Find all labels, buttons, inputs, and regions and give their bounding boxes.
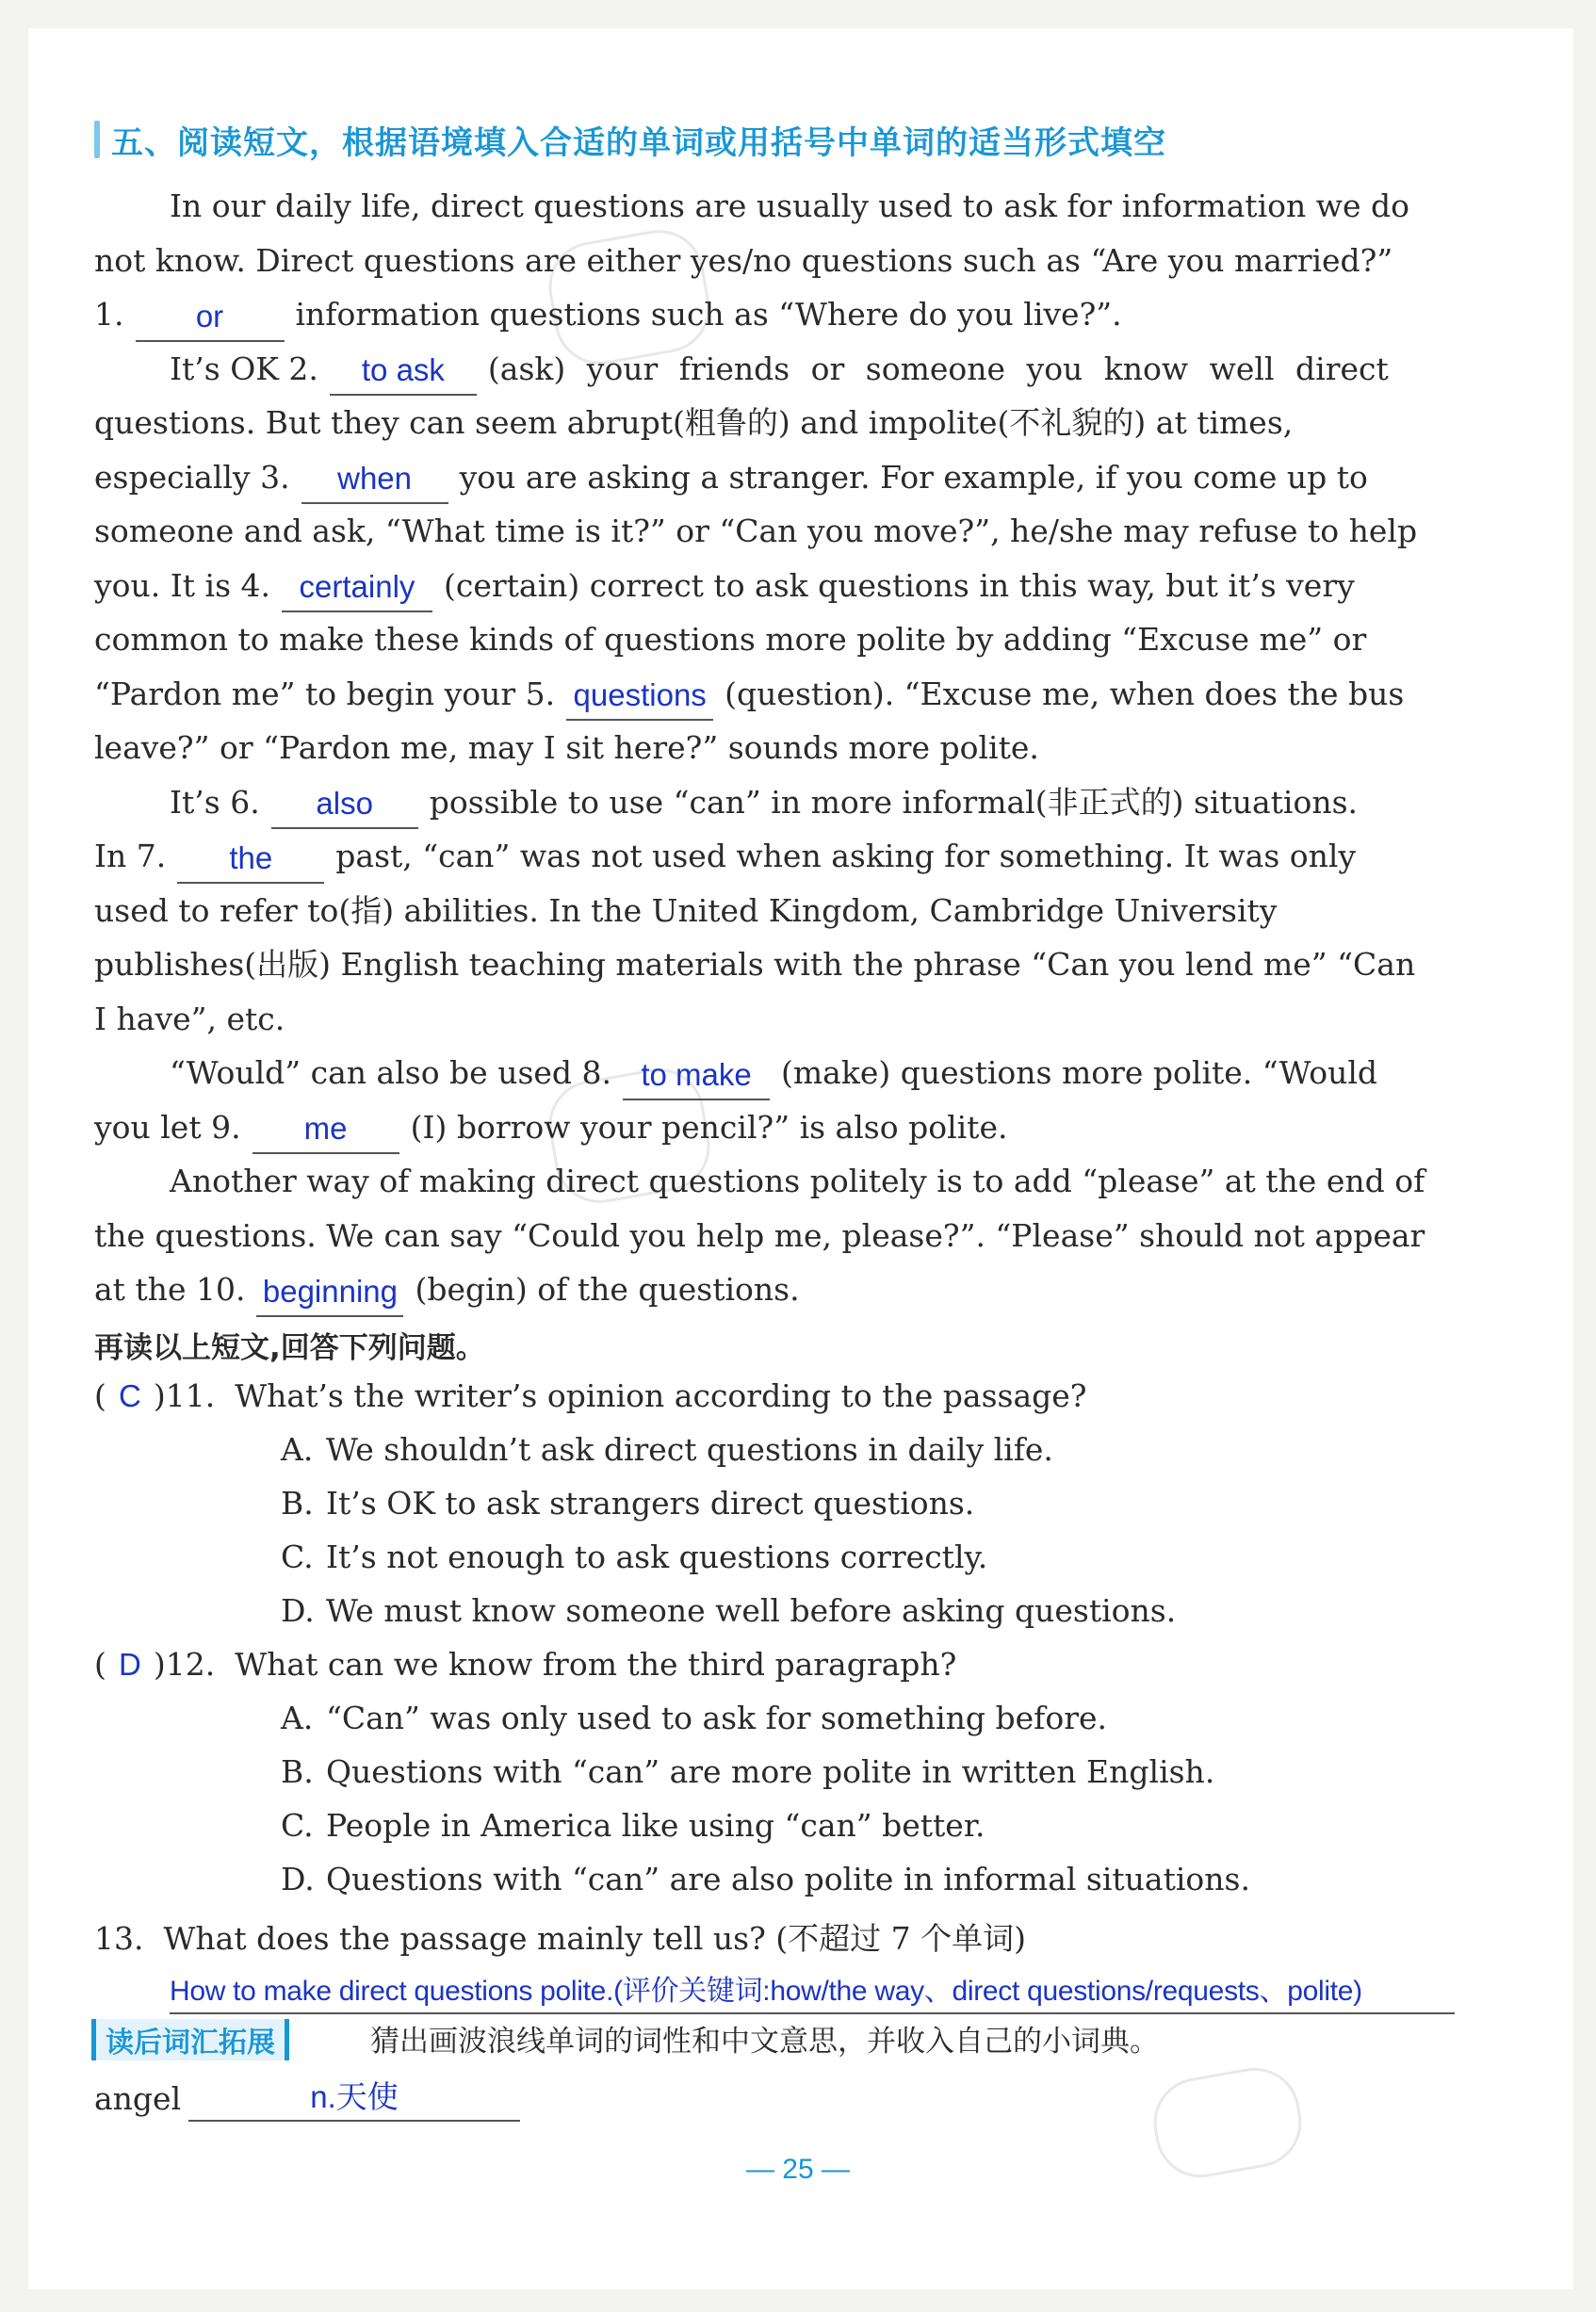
- vocab-tag: 读后词汇拓展: [91, 2019, 289, 2060]
- answer-blank-2: to ask: [330, 352, 477, 396]
- option-c: C. People in America like using “can” better.: [281, 1807, 985, 1844]
- text-line: you. It is 4. certainly (certain) correct to ask questions in this way, but it’s very: [94, 559, 1470, 613]
- option-c: C. It’s not enough to ask questions correctly.: [281, 1539, 988, 1575]
- title-accent-bar: [94, 121, 100, 158]
- option-a: A. “Can” was only used to ask for something before.: [281, 1700, 1108, 1736]
- answer-blank-1: or: [136, 299, 285, 342]
- option-b: B. Questions with “can” are more polite in written English.: [281, 1753, 1215, 1790]
- text-line: In our daily life, direct questions are usually used to ask for information we do: [170, 187, 1409, 224]
- text-line: you let 9. me (I) borrow your pencil?” is also polite.: [94, 1100, 1470, 1155]
- answer-blank-4: certainly: [282, 569, 432, 612]
- answer-blank-5: questions: [566, 677, 713, 721]
- option-a: A. We shouldn’t ask direct questions in daily life.: [281, 1431, 1053, 1468]
- option-b: B. It’s OK to ask strangers direct questions.: [281, 1485, 975, 1522]
- text-line: In 7. the past, “can” was not used when asking for something. It was only: [94, 829, 1470, 884]
- text-line: the questions. We can say “Could you help me, please?”. “Please” should not appear: [94, 1216, 1425, 1254]
- text-line: at the 10. beginning (begin) of the questions.: [94, 1262, 1470, 1317]
- text-line: 1. or information questions such as “Where do you live?”.: [94, 287, 1470, 342]
- text-line: I have”, etc.: [94, 1000, 285, 1037]
- text-line: publishes(出版) English teaching materials with the phrase “Can you lend me” “Can: [94, 946, 1416, 983]
- question-12: ( D )12. What can we know from the third paragraph?: [94, 1646, 957, 1683]
- reread-heading: 再读以上短文,回答下列问题。: [94, 1331, 485, 1365]
- option-d: D. Questions with “can” are also polite in informal situations.: [281, 1861, 1250, 1897]
- question-13-answer: How to make direct questions polite.(评价关键词:how/the way、direct questions/requests、polite): [170, 1967, 1455, 2014]
- text-line: “Would” can also be used 8. to make (make) questions more polite. “Would: [94, 1046, 1470, 1100]
- vocab-word: angel: [94, 2080, 182, 2117]
- text-line: especially 3. when you are asking a stranger. For example, if you come up to: [94, 450, 1470, 505]
- text-line: It’s 6. also possible to use “can” in more informal(非正式的) situations.: [94, 775, 1470, 830]
- answer-blank-6: also: [271, 786, 418, 829]
- vocab-instruction: 猜出画波浪线单词的词性和中文意思，并收入自己的小词典。: [370, 2025, 1159, 2059]
- vocab-answer: n.天使: [188, 2073, 520, 2122]
- text-line: common to make these kinds of questions more polite by adding “Excuse me” or: [94, 621, 1367, 658]
- answer-blank-8: to make: [623, 1057, 770, 1100]
- text-line: leave?” or “Pardon me, may I sit here?” sounds more polite.: [94, 729, 1039, 766]
- section-title: [94, 115, 1166, 164]
- passage: [94, 179, 1470, 1317]
- text-line: It’s OK 2. to ask (ask) your friends or someone you know well direct: [94, 342, 1470, 397]
- text-line: someone and ask, “What time is it?” or “Can you move?”, he/she may refuse to help: [94, 513, 1418, 549]
- answer-blank-10: beginning: [256, 1274, 403, 1317]
- question-12-answer: D: [118, 1647, 141, 1682]
- text-line: not know. Direct questions are either yes/no questions such as “Are you married?”: [94, 241, 1393, 279]
- text-line: used to refer to(指) abilities. In the United Kingdom, Cambridge University: [94, 891, 1278, 929]
- text-line: “Pardon me” to begin your 5. questions (question). “Excuse me, when does the bus: [94, 667, 1470, 722]
- question-11: ( C )11. What’s the writer’s opinion according to the passage?: [94, 1377, 1087, 1414]
- answer-blank-7: the: [177, 840, 324, 884]
- answer-blank-9: me: [252, 1111, 399, 1154]
- text-line: Another way of making direct questions politely is to add “please” at the end of: [170, 1163, 1425, 1199]
- page-number: — 25 —: [745, 2154, 851, 2185]
- answer-blank-3: when: [301, 461, 448, 504]
- question-13: 13. What does the passage mainly tell us? (不超过 7 个单词): [94, 1920, 1026, 1957]
- question-11-answer: C: [118, 1378, 141, 1413]
- section-title-text: 五、阅读短文，根据语境填入合适的单词或用括号中单词的适当形式填空: [111, 123, 1166, 162]
- option-d: D. We must know someone well before asking questions.: [281, 1592, 1177, 1629]
- text-line: questions. But they can seem abrupt(粗鲁的) and impolite(不礼貌的) at times,: [94, 404, 1294, 441]
